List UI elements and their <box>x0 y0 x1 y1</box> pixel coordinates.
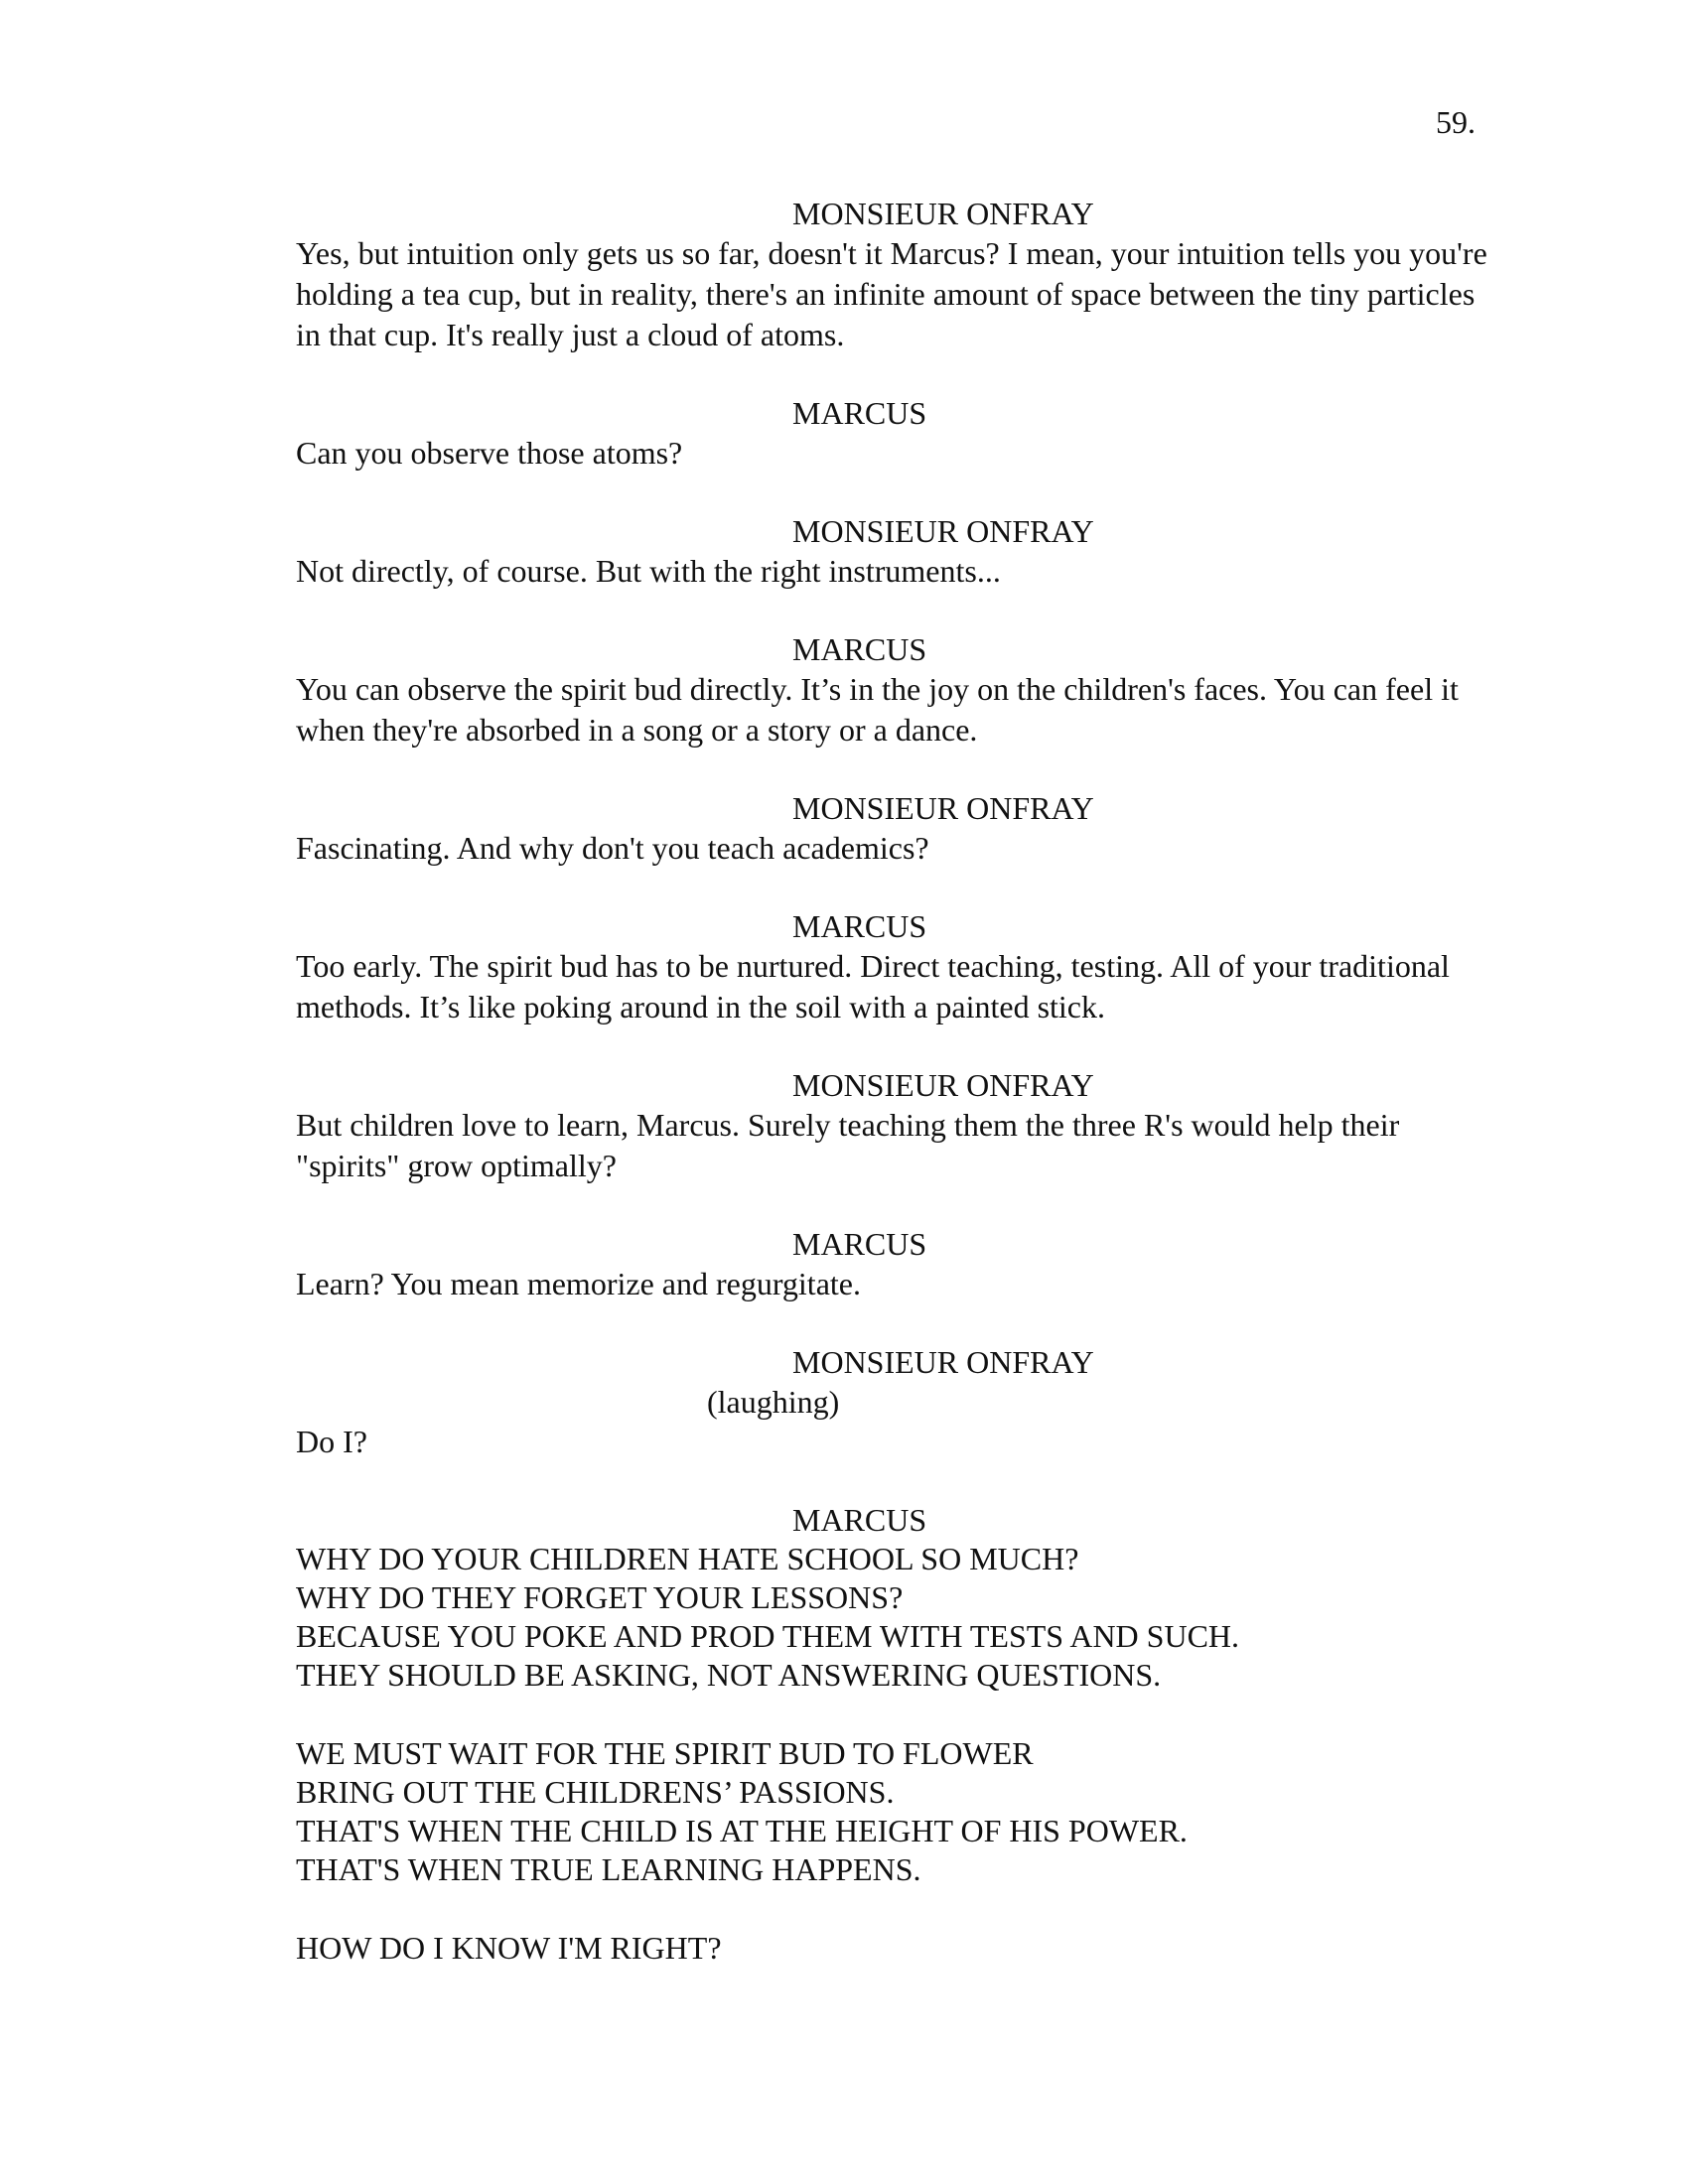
character-name: MONSIEUR ONFRAY <box>792 1067 1094 1103</box>
lyric-line: BECAUSE YOU POKE AND PROD THEM WITH TESTS AND SUCH. <box>296 1618 1240 1654</box>
lyric-line: WHY DO YOUR CHILDREN HATE SCHOOL SO MUCH? <box>296 1541 1079 1576</box>
dialogue-text: Too early. The spirit bud has to be nurtured. Direct teaching, testing. All of your traditional methods. It’s like poking around in the soil with a painted stick. <box>296 948 1450 1024</box>
lyric-line: WE MUST WAIT FOR THE SPIRIT BUD TO FLOWER <box>296 1735 1034 1771</box>
dialogue-text: You can observe the spirit bud directly. It’s in the joy on the children's faces. You can feel it when they're absorbed in a song or a story or a dance. <box>296 671 1459 748</box>
lyrics-block <box>296 1500 1507 1968</box>
dialogue-block <box>296 393 1507 474</box>
dialogue-block <box>296 194 1507 355</box>
lyric-line: WHY DO THEY FORGET YOUR LESSONS? <box>296 1579 904 1615</box>
dialogue-block <box>296 1065 1507 1186</box>
character-name: MARCUS <box>792 631 927 667</box>
dialogue-text: Yes, but intuition only gets us so far, doesn't it Marcus? I mean, your intuition tells you you're holding a tea cup, but in reality, there's an infinite amount of space between the tiny particles in that cup. It's really just a cloud of atoms. <box>296 235 1487 352</box>
dialogue-text: Fascinating. And why don't you teach academics? <box>296 830 929 866</box>
dialogue-text: Do I? <box>296 1424 367 1459</box>
character-name: MARCUS <box>792 908 927 944</box>
character-name: MONSIEUR ONFRAY <box>792 513 1094 549</box>
lyric-line: THAT'S WHEN TRUE LEARNING HAPPENS. <box>296 1851 921 1887</box>
lyrics-stanza <box>296 1540 1507 1695</box>
dialogue-text: But children love to learn, Marcus. Surely teaching them the three R's would help their "spirits" grow optimally? <box>296 1107 1400 1183</box>
character-name: MONSIEUR ONFRAY <box>792 196 1094 231</box>
lyrics-stanza <box>296 1929 1507 1968</box>
character-name: MARCUS <box>792 1502 927 1538</box>
page-number: 59. <box>1436 104 1476 140</box>
lyric-line: HOW DO I KNOW I'M RIGHT? <box>296 1930 722 1966</box>
lyrics-stanza <box>296 1734 1507 1889</box>
lyric-line: BRING OUT THE CHILDRENS’ PASSIONS. <box>296 1774 895 1810</box>
parenthetical: (laughing) <box>707 1384 840 1420</box>
character-name: MARCUS <box>792 395 927 431</box>
lyric-line: THAT'S WHEN THE CHILD IS AT THE HEIGHT OF HIS POWER. <box>296 1813 1188 1848</box>
dialogue-block <box>296 906 1507 1027</box>
dialogue-block <box>296 788 1507 869</box>
dialogue-block <box>296 511 1507 592</box>
character-name: MARCUS <box>792 1226 927 1262</box>
dialogue-block <box>296 1342 1507 1462</box>
dialogue-text: Can you observe those atoms? <box>296 435 683 471</box>
dialogue-block <box>296 1224 1507 1304</box>
dialogue-block <box>296 629 1507 751</box>
dialogue-text: Not directly, of course. But with the right instruments... <box>296 553 1001 589</box>
lyric-line: THEY SHOULD BE ASKING, NOT ANSWERING QUESTIONS. <box>296 1657 1162 1693</box>
character-name: MONSIEUR ONFRAY <box>792 790 1094 826</box>
screenplay-body <box>296 194 1507 2007</box>
dialogue-text: Learn? You mean memorize and regurgitate. <box>296 1266 861 1301</box>
character-name: MONSIEUR ONFRAY <box>792 1344 1094 1380</box>
